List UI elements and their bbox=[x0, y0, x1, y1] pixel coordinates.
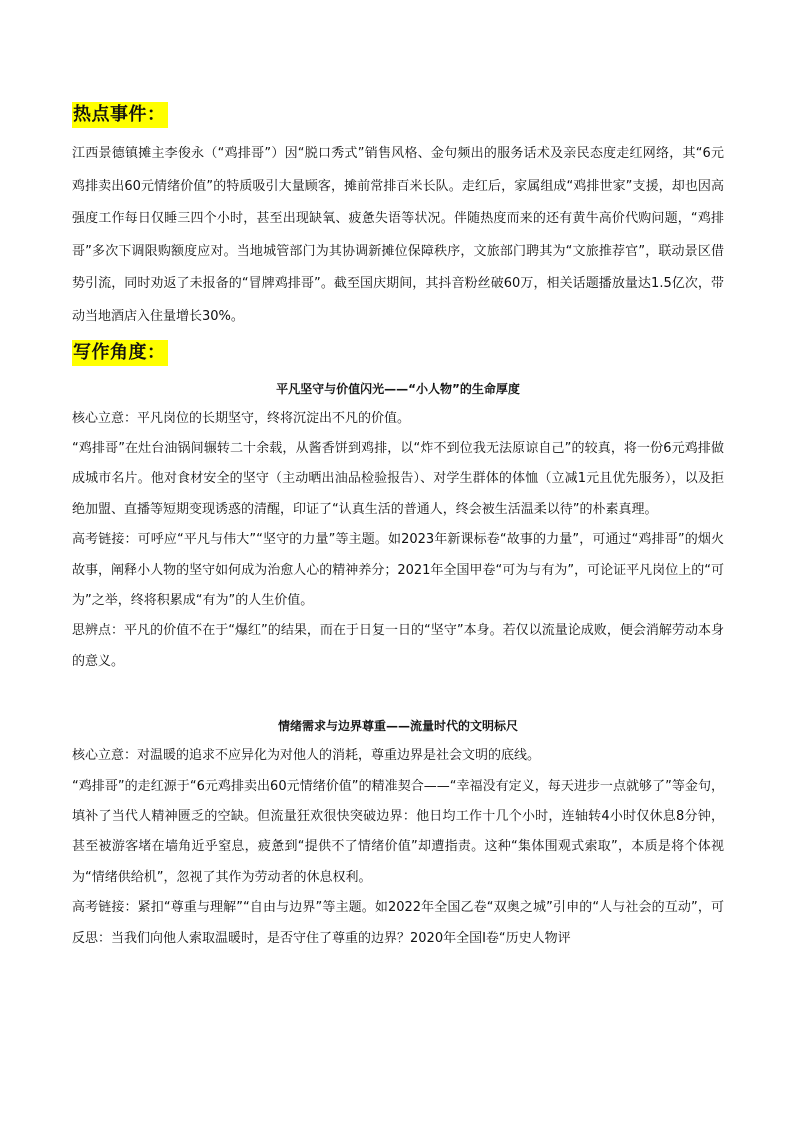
angle-2-analysis: “鸡排哥”的走红源于“6元鸡排卖出60元情绪价值”的精准契合——“幸福没有定义，每天进步一点就够了”等金句，填补了当代人精神匮乏的空缺。但流量狂欢很快突破边界：他日均工作十几个小时，连轴转4小时仅休息8分钟，甚至被游客堵在墙角近乎窒息，疲惫到“提供不了情绪价值”却遭指责。这种“集体围观式索取”，本质是将个体视为“情绪供给机”，忽视了其作为劳动者的休息权利。 bbox=[72, 778, 724, 885]
angle-1-title: 平凡坚守与价值闪光——“小人物”的生命厚度 bbox=[276, 381, 520, 396]
writing-angle-heading-wrap bbox=[72, 338, 724, 368]
angle-1 bbox=[72, 376, 724, 678]
angle-1-exam: 高考链接：可呼应“平凡与伟大”“坚守的力量”等主题。如2023年新课标卷“故事的力量”，可通过“鸡排哥”的烟火故事，阐释小人物的坚守如何成为治愈人心的精神养分；2021年全国甲卷“可为与有为”，可论证平凡岗位上的“可为”之举，终将积累成“有为”的人生价值。 bbox=[72, 532, 724, 608]
hot-event-body: 江西景德镇摊主李俊永（“鸡排哥”）因“脱口秀式”销售风格、金句频出的服务话术及亲民态度走红网络，其“6元鸡排卖出60元情绪价值”的特质吸引大量顾客，摊前常排百米长队。走红后，家属组成“鸡排世家”支援，却也因高强度工作每日仅睡三四个小时，甚至出现缺氧、疲惫失语等状况。伴随热度而来的还有黄牛高价代购问题，“鸡排哥”多次下调限购额度应对。当地城管部门为其协调新摊位保障秩序，文旅部门聘其为“文旅推荐官”，联动景区借势引流，同时劝返了未报备的“冒牌鸡排哥”。截至国庆期间，其抖音粉丝破60万，相关话题播放量达1.5亿次，带动当地酒店入住量增长30%。 bbox=[72, 146, 724, 324]
angle-2-title: 情绪需求与边界尊重——流量时代的文明标尺 bbox=[277, 719, 518, 734]
angle-1-core: 核心立意：平凡岗位的长期坚守，终将沉淀出不凡的价值。 bbox=[72, 410, 411, 426]
angle-spacer bbox=[72, 677, 724, 711]
angle-2-core: 核心立意：对温暖的追求不应异化为对他人的消耗，尊重边界是社会文明的底线。 bbox=[72, 748, 541, 764]
angle-1-analysis: “鸡排哥”在灶台油锅间辗转二十余载，从酱香饼到鸡排，以“炸不到位我无法原谅自己”的较真，将一份6元鸡排做成城市名片。他对食材安全的坚守（主动晒出油品检验报告）、对学生群体的体恤（立减1元且优先服务），以及拒绝加盟、直播等短期变现诱惑的清醒，印证了“认真生活的普通人，终会被生活温柔以待”的朴素真理。 bbox=[72, 440, 724, 517]
angle-1-think: 思辨点：平凡的价值不在于“爆红”的结果，而在于日复一日的“坚守”本身。若仅以流量论成败，便会消解劳动本身的意义。 bbox=[72, 623, 724, 669]
angle-2 bbox=[72, 713, 724, 954]
hot-event-heading-wrap bbox=[72, 100, 724, 130]
hot-event-heading: 热点事件： bbox=[72, 102, 168, 128]
document-content bbox=[72, 100, 724, 954]
angle-2-exam: 高考链接：紧扣“尊重与理解”“自由与边界”等主题。如2022年全国乙卷“双奥之城”引申的“人与社会的互动”，可反思：当我们向他人索取温暖时，是否守住了尊重的边界？2020年全国Ⅰ卷“历史人物评 bbox=[72, 900, 724, 946]
writing-angle-heading: 写作角度： bbox=[72, 340, 168, 366]
